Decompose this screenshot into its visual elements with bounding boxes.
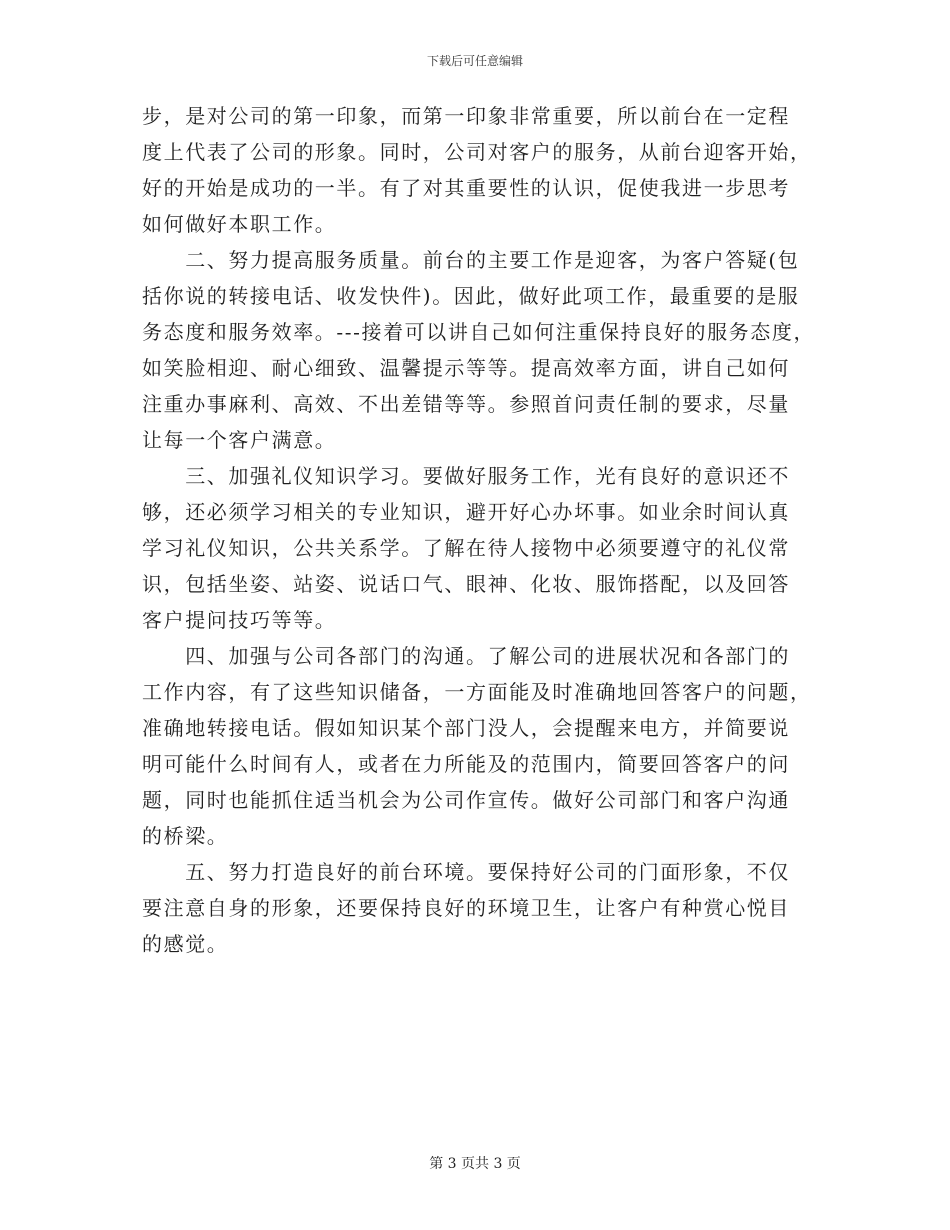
body-line: 让每一个客户满意。 (142, 428, 337, 452)
body-line: 三、加强礼仪知识学习。要做好服务工作，光有良好的意识还不 (142, 464, 790, 488)
body-line: 工作内容，有了这些知识储备，一方面能及时准确地回答客户的问题， (142, 680, 812, 704)
body-line: 如笑脸相迎、耐心细致、温馨提示等等。提高效率方面，讲自己如何 (142, 356, 790, 380)
body-line: 要注意自身的形象，还要保持良好的环境卫生，让客户有种赏心悦目 (142, 896, 790, 920)
body-line: 明可能什么时间有人，或者在力所能及的范围内，简要回答客户的问 (142, 752, 790, 776)
body-line: 务态度和服务效率。---接着可以讲自己如何注重保持良好的服务态度， (142, 320, 816, 344)
body-line: 四、加强与公司各部门的沟通。了解公司的进展状况和各部门的 (142, 644, 790, 668)
body-line: 括你说的转接电话、收发快件)。因此，做好此项工作，最重要的是服 (142, 284, 800, 308)
body-line: 步，是对公司的第一印象，而第一印象非常重要，所以前台在一定程 (142, 104, 790, 128)
body-line: 好的开始是成功的一半。有了对其重要性的认识，促使我进一步思考 (142, 176, 790, 200)
document-body (142, 98, 816, 962)
page-number-footer: 第 3 页共 3 页 (429, 1156, 521, 1172)
body-line: 客户提问技巧等等。 (142, 608, 337, 632)
body-line: 度上代表了公司的形象。同时，公司对客户的服务，从前台迎客开始， (142, 140, 812, 164)
body-line: 够，还必须学习相关的专业知识，避开好心办坏事。如业余时间认真 (142, 500, 790, 524)
body-line: 的桥梁。 (142, 824, 229, 848)
body-line: 准确地转接电话。假如知识某个部门没人，会提醒来电方，并简要说 (142, 716, 790, 740)
page-header: 下载后可任意编辑 (426, 54, 523, 68)
body-line: 的感觉。 (142, 932, 229, 956)
body-line: 五、努力打造良好的前台环境。要保持好公司的门面形象，不仅 (142, 860, 790, 884)
body-line: 识，包括坐姿、站姿、说话口气、眼神、化妆、服饰搭配，以及回答 (142, 572, 790, 596)
body-line: 注重办事麻利、高效、不出差错等等。参照首问责任制的要求，尽量 (142, 392, 790, 416)
body-line: 二、努力提高服务质量。前台的主要工作是迎客，为客户答疑(包 (142, 248, 800, 272)
body-line: 学习礼仪知识，公共关系学。了解在待人接物中必须要遵守的礼仪常 (142, 536, 790, 560)
body-line: 题，同时也能抓住适当机会为公司作宣传。做好公司部门和客户沟通 (142, 788, 790, 812)
body-line: 如何做好本职工作。 (142, 212, 337, 236)
